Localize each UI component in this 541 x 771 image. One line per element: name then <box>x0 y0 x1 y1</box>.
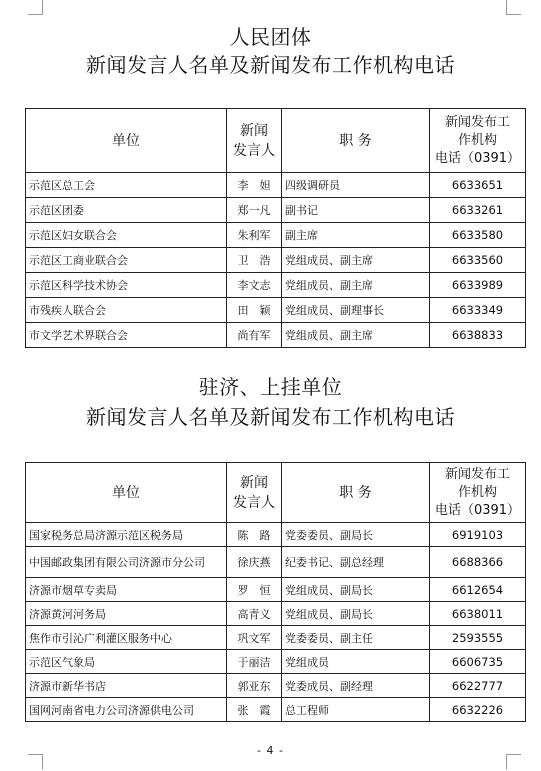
table-row <box>26 547 526 578</box>
cell-unit: 示范区工商业联合会 <box>26 248 227 273</box>
table-row <box>26 626 526 650</box>
table-row <box>26 323 526 348</box>
cell-position: 党组成员、副主席 <box>282 323 430 348</box>
cell-name: 郭亚东 <box>227 674 282 698</box>
header-spokesman-line1: 新闻 <box>240 474 268 491</box>
table-row <box>26 298 526 323</box>
cell-phone: 6612654 <box>430 578 526 602</box>
header-phone-line2: 作机构 <box>457 132 497 148</box>
cell-name: 田 颖 <box>227 298 282 323</box>
cell-unit: 中国邮政集团有限公司济源市分公司 <box>26 547 227 578</box>
cell-phone: 6606735 <box>430 650 526 674</box>
cell-phone: 6633651 <box>430 173 526 198</box>
cell-phone: 6622777 <box>430 674 526 698</box>
table-row <box>26 248 526 273</box>
cell-name: 朱利军 <box>227 223 282 248</box>
cell-position: 党委委员、副主任 <box>282 626 430 650</box>
cell-unit: 国家税务总局济源示范区税务局 <box>26 523 227 547</box>
header-unit: 单位 <box>26 109 227 173</box>
page-number: - 4 - <box>257 744 284 757</box>
table-row <box>26 650 526 674</box>
cell-position: 党组成员 <box>282 650 430 674</box>
table-row <box>26 698 526 722</box>
cell-phone: 6633989 <box>430 273 526 298</box>
cell-position: 四级调研员 <box>282 173 430 198</box>
table-row <box>26 602 526 626</box>
cell-phone: 6633580 <box>430 223 526 248</box>
cell-position: 副主席 <box>282 223 430 248</box>
table-row <box>26 223 526 248</box>
cell-name: 李 妲 <box>227 173 282 198</box>
header-phone-line1: 新闻发布工 <box>444 114 510 130</box>
cell-unit: 焦作市引沁广利灌区服务中心 <box>26 626 227 650</box>
cell-phone: 2593555 <box>430 626 526 650</box>
stationed-units-table <box>25 462 526 722</box>
cell-unit: 示范区总工会 <box>26 173 227 198</box>
cell-position: 纪委书记、副总经理 <box>282 547 430 578</box>
header-spokesman <box>227 463 282 523</box>
cell-unit: 示范区团委 <box>26 198 227 223</box>
section1-title-line1: 人民团体 <box>229 25 312 49</box>
cell-name: 高青义 <box>227 602 282 626</box>
cell-position: 总工程师 <box>282 698 430 722</box>
cell-unit: 示范区气象局 <box>26 650 227 674</box>
cell-unit: 市文学艺术界联合会 <box>26 323 227 348</box>
section1-title-line2: 新闻发言人名单及新闻发布工作机构电话 <box>86 53 455 77</box>
header-phone <box>430 463 526 523</box>
header-spokesman-line2: 发言人 <box>233 142 275 159</box>
table-row <box>26 523 526 547</box>
header-phone-line3: 电话（0391） <box>434 150 521 166</box>
table-row <box>26 578 526 602</box>
cell-name: 郑一凡 <box>227 198 282 223</box>
section2-title-line2: 新闻发言人名单及新闻发布工作机构电话 <box>86 405 455 429</box>
cell-name: 巩文军 <box>227 626 282 650</box>
cell-unit: 济源市烟草专卖局 <box>26 578 227 602</box>
cell-name: 李文志 <box>227 273 282 298</box>
cell-phone: 6633560 <box>430 248 526 273</box>
table-row <box>26 173 526 198</box>
header-phone-line1: 新闻发布工 <box>444 466 510 482</box>
crop-mark-top-right <box>506 0 521 15</box>
cell-phone: 6919103 <box>430 523 526 547</box>
header-spokesman-line2: 发言人 <box>233 494 275 511</box>
cell-position: 党组成员、副主席 <box>282 248 430 273</box>
cell-phone: 6688366 <box>430 547 526 578</box>
cell-position: 党组成员、副主席 <box>282 273 430 298</box>
cell-phone: 6638011 <box>430 602 526 626</box>
header-phone-line2: 作机构 <box>457 484 497 500</box>
header-phone-line3: 电话（0391） <box>434 502 521 518</box>
table-row <box>26 674 526 698</box>
table-row <box>26 273 526 298</box>
cell-position: 党组成员、副理事长 <box>282 298 430 323</box>
header-position: 职 务 <box>282 463 430 523</box>
cell-position: 党组成员、副局长 <box>282 602 430 626</box>
cell-position: 副书记 <box>282 198 430 223</box>
cell-name: 罗 恒 <box>227 578 282 602</box>
cell-phone: 6632226 <box>430 698 526 722</box>
cell-position: 党委成员、副经理 <box>282 674 430 698</box>
cell-phone: 6633349 <box>430 298 526 323</box>
cell-name: 于丽洁 <box>227 650 282 674</box>
cell-name: 卫 浩 <box>227 248 282 273</box>
table-header-row <box>26 109 526 173</box>
header-position: 职 务 <box>282 109 430 173</box>
cell-phone: 6633261 <box>430 198 526 223</box>
cell-unit: 济源黄河河务局 <box>26 602 227 626</box>
cell-name: 张 霞 <box>227 698 282 722</box>
cell-phone: 6638833 <box>430 323 526 348</box>
cell-unit: 示范区妇女联合会 <box>26 223 227 248</box>
header-phone <box>430 109 526 173</box>
header-unit: 单位 <box>26 463 227 523</box>
cell-name: 尚有军 <box>227 323 282 348</box>
cell-name: 徐庆燕 <box>227 547 282 578</box>
cell-position: 党委委员、副局长 <box>282 523 430 547</box>
people-organizations-table <box>25 108 526 348</box>
crop-mark-top-left <box>28 0 43 15</box>
cell-unit: 国网河南省电力公司济源供电公司 <box>26 698 227 722</box>
section2-title-line1: 驻济、上挂单位 <box>198 375 343 399</box>
table-row <box>26 198 526 223</box>
cell-name: 陈 路 <box>227 523 282 547</box>
cell-position: 党组成员、副局长 <box>282 578 430 602</box>
cell-unit: 市残疾人联合会 <box>26 298 227 323</box>
cell-unit: 示范区科学技术协会 <box>26 273 227 298</box>
header-spokesman <box>227 109 282 173</box>
table-header-row <box>26 463 526 523</box>
cell-unit: 济源市新华书店 <box>26 674 227 698</box>
header-spokesman-line1: 新闻 <box>240 122 268 139</box>
